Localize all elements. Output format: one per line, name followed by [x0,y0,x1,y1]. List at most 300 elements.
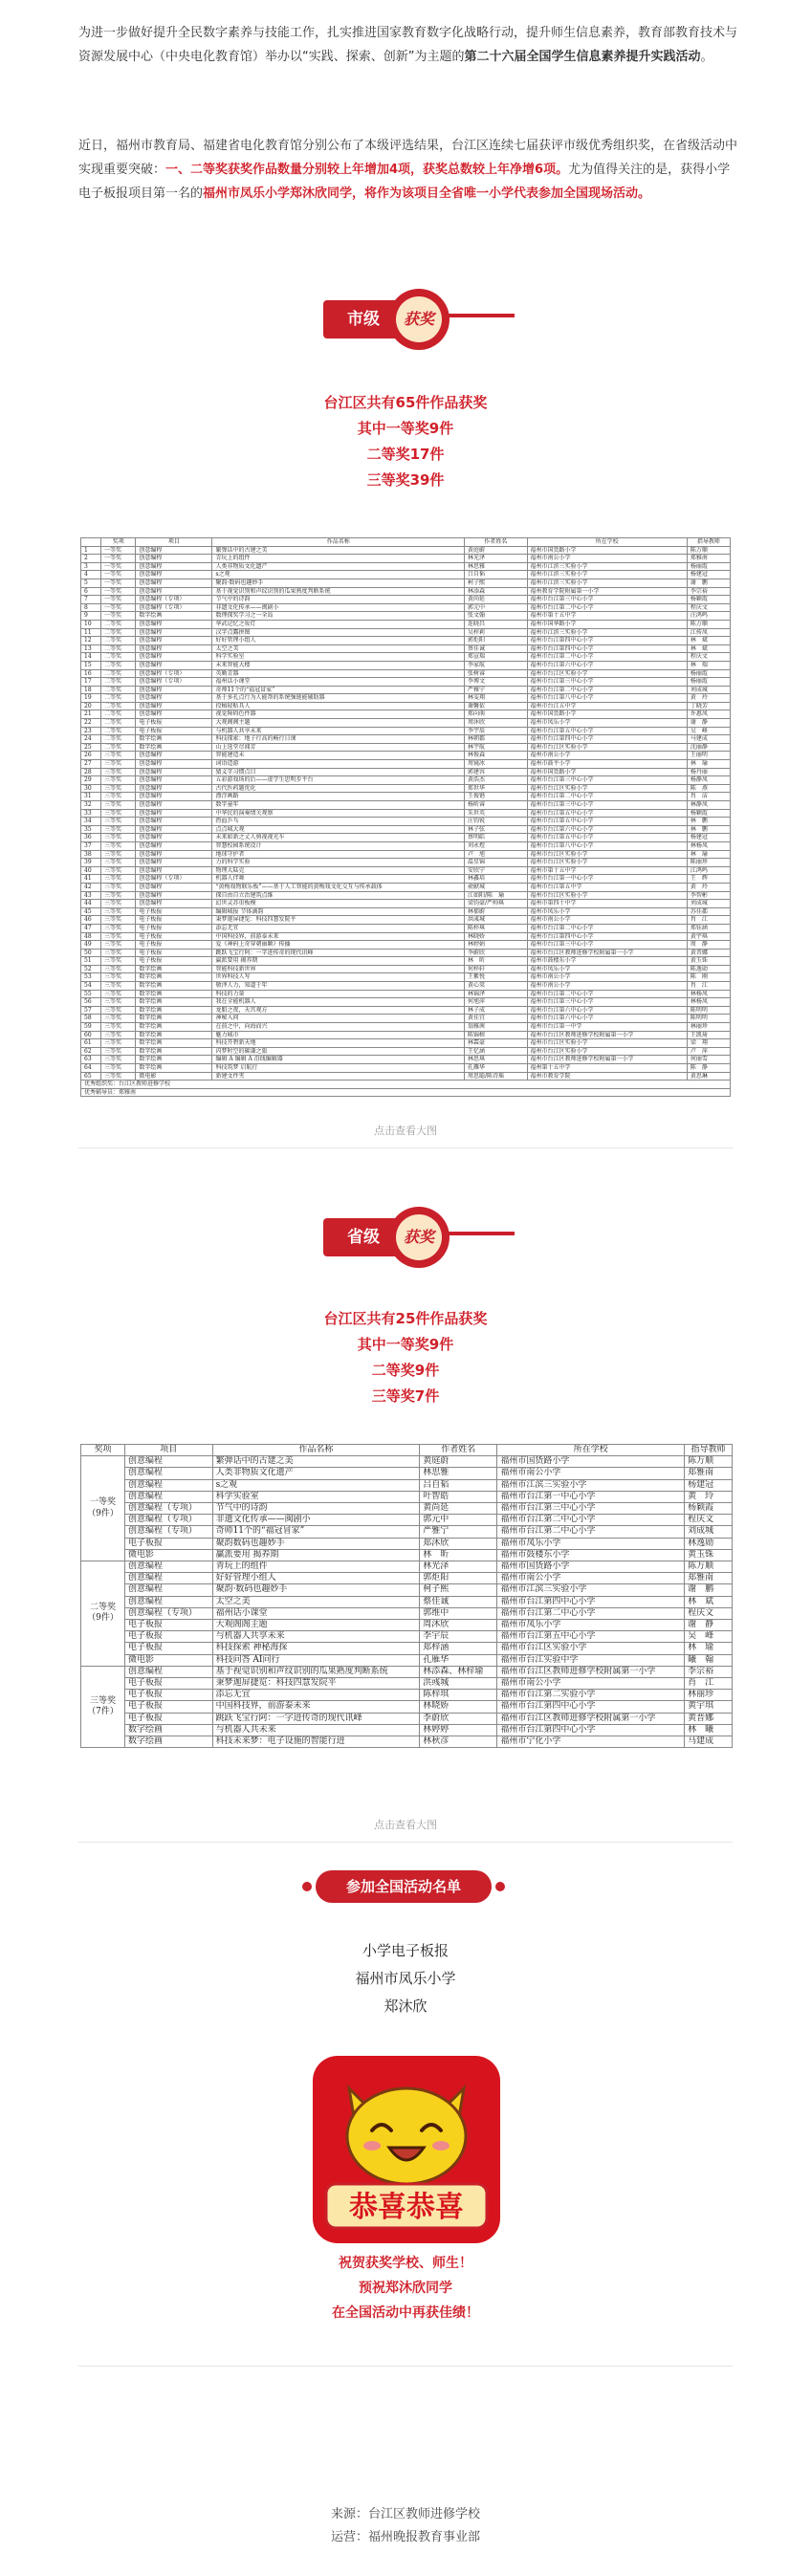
table-cell: 黄思琳 [687,1072,730,1081]
table-cell: 林添森、林梓瑜 [420,1666,497,1677]
table-row [81,628,731,637]
table-cell: 二等奖 [101,678,136,687]
table-cell: 刘成城 [687,686,730,694]
table-cell: 创意编程 [125,1479,213,1491]
row-index: 60 [81,1031,101,1039]
table-cell: 苏佳郡 [687,907,730,916]
table-row [81,555,731,563]
table-cell: 林光泽 [464,555,527,563]
table-cell: 数字绘画 [136,743,212,752]
participant-project: 小学电子板报 [362,1942,449,1959]
table-cell: 周 静 [687,941,730,950]
table-cell: 三等奖 [101,768,136,776]
table-cell: 福州市国货路小学 [497,1456,685,1468]
award-group-text: 三等奖 [90,1695,117,1706]
table-cell: 创意编程（专项） [125,1503,213,1515]
table-cell: 汪鸿鸣 [687,612,730,621]
table-cell: 郭维中 [420,1607,497,1619]
table-header-row [81,538,731,547]
table-cell: 福州市凤乐小学 [497,1538,685,1549]
table-cell: 秉梦迦屏捷览：科技四慧发院平 [212,1678,420,1690]
table-cell: 陈 刚 [687,973,730,982]
intro-paragraph-1 [78,21,738,69]
table-cell: 福州市台江区实验小学 [527,1047,687,1056]
table-row [81,1491,733,1502]
highlight-increase: 一、二等奖获奖作品数量分别较上年增加4项，获奖总数较上年净增6项。 [165,163,569,177]
table-cell: 陈梓琪 [420,1690,497,1701]
table-cell: 数字绘画 [136,998,212,1007]
table-row [81,965,731,973]
table-cell: 中国科技界，前游泰未来 [212,932,465,941]
table-row [81,710,731,719]
award-group-text: 二等奖 [90,1603,117,1613]
table-cell: 柯子熙 [420,1584,497,1596]
table-cell: 二等奖 [101,743,136,752]
table-cell: 林 瑜 [687,850,730,859]
table-cell: 刘永煜 [464,841,527,850]
table-row [81,1596,733,1607]
table-cell: 创意编程（专项） [136,875,212,884]
table-cell: 福州市国货路小学 [527,546,687,555]
table-cell: 数字绘画 [136,1006,212,1015]
table-cell: 刘成城 [685,1526,733,1538]
table-cell: 二等奖 [101,669,136,678]
table-cell: 王忆涵 [464,1047,527,1056]
table-cell: 太空之美 [212,1596,420,1607]
table-cell: 何丽雪 [687,1056,730,1064]
row-index: 36 [81,834,101,842]
table-cell: 福州市凤乐小学 [497,1620,685,1631]
row-index: 53 [81,973,101,982]
table-cell: 福州市台江第五中心小学 [527,834,687,842]
table-cell: 二等奖 [101,694,136,703]
table-cell: 杨颖霞 [685,1503,733,1515]
table-cell: 福州市台江第三中心小学 [497,1503,685,1515]
table-cell: 奇师11个的“福冠冒家” [212,1526,420,1538]
footer [0,2503,811,2549]
table-row [81,916,731,925]
table-cell: 陈明明 [687,1006,730,1015]
row-index: 6 [81,587,101,596]
table-row [81,1549,733,1561]
table-cell: 敬泽人力，知道于年 [212,982,465,991]
row-index: 61 [81,1039,101,1048]
national-list-banner [302,1865,505,1910]
table-row [81,957,731,966]
table-cell: 一等奖 [101,562,136,571]
table-cell: 肖 江 [687,982,730,991]
table-cell: 李家航 [464,661,527,669]
award-group-label [81,1456,125,1561]
table-row [81,875,731,884]
table-cell: 智能建造未 [212,752,465,760]
table-cell: 李宇辰 [464,727,527,735]
table-cell: 二等奖 [101,637,136,645]
table-cell: 林思雅 [464,562,527,571]
table-cell: 福州市南公小学 [527,982,687,991]
row-index: 38 [81,850,101,859]
table-cell: 许惠凤 [687,710,730,719]
table-cell: 三等奖 [101,1064,136,1073]
table-cell: 福州市台江区实验小学 [527,784,687,793]
table-cell: 林 瑜 [685,1643,733,1654]
table-cell: 电子板报 [136,907,212,916]
table-row [81,768,731,776]
table-cell: 魅力城市 [212,1031,465,1039]
table-cell: 电子板报 [125,1701,213,1713]
table-cell: 陈锦榕 [464,1031,527,1039]
table-row [81,546,731,555]
table-cell: 投稿轻贴具人 [212,702,465,710]
table-cell: 福州市台江第三中心小学 [527,941,687,950]
city-view-larger-link[interactable]: 点击查看大图 [374,1124,437,1137]
table-row [81,866,731,875]
table-cell: 江如阳/陈 瑜 [464,891,527,900]
table-cell: 创意编程 [125,1491,213,1502]
table-cell: 科学实验室 [212,653,465,662]
national-participant [0,1937,811,2020]
table-row [81,1654,733,1666]
table-cell: 福州市台江五中学 [527,702,687,710]
table-cell: 三等奖 [101,957,136,966]
national-list-label: 参加全国活动名单 [316,1870,492,1903]
table-cell: 添忘无宜 [212,924,465,932]
table-cell: 未来如新之丈人剪视视光车 [212,834,465,842]
table-cell: 福州市台江第五中学 [527,883,687,891]
table-cell: 创意编程 [136,653,212,662]
table-cell: 郑向萌 [464,710,527,719]
table-cell: 洪彧城 [420,1678,497,1690]
table-cell: 汪钧锐 [464,818,527,826]
table-cell: 福州市台江第六中心小学 [527,661,687,669]
table-cell: 郭元中 [464,603,527,612]
table-cell: 三等奖 [101,924,136,932]
table-cell: 福州市台江第四中心小学 [497,1596,685,1607]
table-cell: 数字绘画 [136,1023,212,1032]
city-level-banner [323,289,515,348]
table-cell: 林 曦 [685,1724,733,1736]
table-cell: 创意编程 [136,752,212,760]
table-cell: 林子弦 [464,825,527,834]
table-cell: 王紫悦 [464,973,527,982]
pill-dot [495,1882,505,1891]
award-group-label [81,1561,125,1667]
table-row [81,1031,731,1039]
table-cell: 福州市台江区教师进修学校附属第一小学 [527,1031,687,1039]
table-cell: 三等奖 [101,841,136,850]
table-cell: 黄庭蔚 [464,546,527,555]
table-cell: 数字绘画 [136,1039,212,1048]
table-cell: 杨丽霞 [687,669,730,678]
table-cell: 张文翰 [464,612,527,621]
table-cell: 郑梓涵 [420,1643,497,1654]
table-cell: 繁弹话中的古建之美 [212,1456,420,1468]
table-cell: 节气中的诗韵 [212,596,465,604]
table-row [81,1607,733,1619]
table-cell: 陈 燕 [687,784,730,793]
table-cell: 李宇辰 [420,1631,497,1643]
table-cell: 沈丽静 [687,743,730,752]
province-view-larger-link[interactable]: 点击查看大图 [374,1819,437,1831]
table-cell: 福州市南公小学 [497,1678,685,1690]
table-cell: 刘成城 [687,900,730,908]
table-cell: 爱《神码上奇穿朝丽颖》传播 [212,941,465,950]
table-cell: 黄 玲 [685,1491,733,1502]
table-cell: 林 斌 [685,1596,733,1607]
table-cell: 三等奖 [101,1006,136,1015]
table-cell: 福州市南公小学 [527,973,687,982]
table-row [81,579,731,587]
table-cell: 卢 萍 [687,1047,730,1056]
table-cell: 电子板报 [125,1643,213,1654]
table-cell: 林杨凤 [687,841,730,850]
table-cell: 福州市台江第二中心小学 [527,603,687,612]
table-cell: 福州市台江实验中学 [497,1654,685,1666]
row-index: 64 [81,1064,101,1073]
org-award-value: 台江区教师进修学校 [119,1081,171,1088]
table-cell: 点点城大观 [212,825,465,834]
table-cell: 江鸿鸣 [687,866,730,875]
table-cell: 马建成 [685,1736,733,1748]
table-cell: 好好管理小组人 [212,637,465,645]
row-index: 24 [81,735,101,744]
table-cell: 赢派要用 揭养期 [212,1549,420,1561]
table-cell: 创意编程 [136,694,212,703]
table-cell: 福州市台江第二中心小学 [527,686,687,694]
award-group-text: （9件） [87,1508,119,1518]
row-index: 2 [81,555,101,563]
summary-line: 台江区共有65件作品获奖 [323,394,488,411]
row-index: 52 [81,965,101,973]
table-cell: 太空之美 [212,644,465,653]
table-cell: 林婷娟 [464,941,527,950]
table-row [81,694,731,703]
city-award-table[interactable] [80,537,731,1097]
table-cell: 黄 玲 [687,883,730,891]
row-index: 12 [81,637,101,645]
table-cell: 黄宇琪 [687,932,730,941]
table-cell: 林思琪 [464,1056,527,1064]
table-cell: 创意编程 [136,562,212,571]
table-cell: 创意编程 [136,801,212,810]
intro-text: 近日，福州市教育局、福建省电化教育馆分别公布了本级评选结果，台江区连续七届获评市级优秀组织奖，在省级活动中实现重要突破： [78,139,738,177]
table-row [81,883,731,891]
table-cell: 幻世灵苏重板模 [212,900,465,908]
table-row [81,596,731,604]
table-row [81,809,731,818]
row-index: 26 [81,752,101,760]
table-cell: 马建成 [687,735,730,744]
table-cell: 创意编程 [136,891,212,900]
row-index: 57 [81,1006,101,1015]
award-group-label [81,1666,125,1747]
table-row [81,784,731,793]
table-cell: 微电影 [125,1654,213,1666]
table-cell: 三等奖 [101,900,136,908]
row-index: 55 [81,990,101,998]
table-row [81,801,731,810]
table-cell: 福州市第十五中学 [527,612,687,621]
summary-line: 二等奖9件 [371,1362,440,1379]
row-index: 18 [81,686,101,694]
table-row [81,1690,733,1701]
table-cell: 跳跃飞宝行阿：一字进传奇的现代讯峰 [212,949,465,957]
col-header: 作者姓名 [464,538,527,547]
table-cell: 跳跃飞宝行阿：一字进传奇的现代讯峰 [212,1713,420,1724]
row-index: 22 [81,719,101,728]
table-cell: 福州市凤乐小学 [527,907,687,916]
table-cell: 福州市台江第六中心小学 [527,1006,687,1015]
org-award [81,1081,731,1089]
table-cell: 周思聪/陈诗瑶 [464,1072,527,1081]
table-cell: 电子板报 [136,727,212,735]
table-cell: 创意编程 [136,834,212,842]
table-cell: 三等奖 [101,998,136,1007]
row-index: 27 [81,760,101,769]
table-row [81,587,731,596]
table-cell: 林婷婷 [420,1724,497,1736]
table-cell: 李智彬 [687,891,730,900]
col-header: 所在学校 [497,1445,685,1456]
table-cell: 谢 鹏 [685,1584,733,1596]
table-cell: 科技问答 AI问行 [212,1654,420,1666]
table-row [81,1573,733,1584]
table-cell: 科技探索 神秘海探 [212,1643,420,1654]
table-cell: 数字绘画 [136,982,212,991]
table-cell: 新建文件夹 [212,1072,465,1081]
table-cell: 视觉障碍色件器 [212,710,465,719]
table-row [81,834,731,842]
table-cell: 创意编程 [136,637,212,645]
table-cell: 电子板报 [125,1631,213,1643]
table-cell: 福州市凤乐小学 [527,965,687,973]
row-index: 4 [81,571,101,579]
table-row [81,678,731,687]
row-index: 41 [81,875,101,884]
row-index: 33 [81,809,101,818]
table-cell: 福州市台江第一中学 [527,1023,687,1032]
table-cell: 创意编程（专项） [125,1607,213,1619]
table-cell: 三等奖 [101,965,136,973]
table-cell: 世界科技人写 [212,973,465,982]
table-cell: 黄玉铢 [687,957,730,966]
summary-line: 三等奖7件 [371,1387,440,1405]
table-row [81,1039,731,1048]
table-cell: 创意编程 [136,859,212,867]
table-row [81,1713,733,1724]
table-cell: 福州市台江第六中心小学 [527,1015,687,1023]
table-cell: 张树睿 [464,669,527,678]
table-cell: 福州市台江第四中心小学 [527,735,687,744]
province-summary [0,1306,811,1409]
row-index: 25 [81,743,101,752]
table-cell: 林锦泽 [464,990,527,998]
table-row [81,760,731,769]
table-cell: 福州市台江区实验小学 [527,1039,687,1048]
table-row [81,571,731,579]
table-cell: 陈万顺 [687,620,730,628]
table-cell: 三等奖 [101,809,136,818]
table-cell: 福州市鼓楼东小学 [497,1549,685,1561]
source-label: 来源： [330,2507,368,2521]
table-cell: 科技的力量 [212,990,465,998]
table-cell: 数字绘画 [136,1056,212,1064]
banner-level-label: 省级 [323,1218,404,1256]
table-cell: 地球守护者 [212,850,465,859]
row-index: 21 [81,710,101,719]
tutor-award [81,1088,731,1097]
row-index: 1 [81,546,101,555]
table-cell: 肖 洁 [687,793,730,801]
table-row [81,735,731,744]
table-cell: 创意编程 [136,579,212,587]
table-row [81,1736,733,1748]
table-cell: 孔雁华 [420,1654,497,1666]
table-cell: 科技未来梦：电子设施的智能行进 [212,1736,420,1748]
table-cell: 林鑫培 [464,875,527,884]
table-cell: 郑雅南 [685,1573,733,1584]
city-summary [0,390,811,493]
table-row [81,982,731,991]
row-index: 47 [81,924,101,932]
table-cell: 肖 江 [685,1678,733,1690]
table-cell: 蔡佳诚 [420,1596,497,1607]
table-cell: 福州市台江第二中心小学 [527,924,687,932]
table-row [81,932,731,941]
table-cell: 三等奖 [101,793,136,801]
table-cell: 林晓娇 [464,932,527,941]
table-cell: 三等奖 [101,941,136,950]
table-cell: “黄梅戏物联乐板”——基于人工智能的黄梅戏文化交互与传承载体 [212,883,465,891]
table-row [81,793,731,801]
table-cell: 创意编程 [136,710,212,719]
divider [78,2366,733,2367]
table-cell: 福州第十五中学 [527,1064,687,1073]
table-cell: 一等奖 [101,579,136,587]
table-cell: 三等奖 [101,760,136,769]
table-row [81,1023,731,1032]
table-cell: 编辑城报 节体滴韵 [212,907,465,916]
row-index: 23 [81,727,101,735]
table-row [81,818,731,826]
table-cell: 周沐欣 [420,1620,497,1631]
table-cell: 一等奖 [101,596,136,604]
table-cell: 林晓娇 [420,1701,497,1713]
table-cell: 林杨凤 [687,998,730,1007]
tutor-award-value: 郑雅南 [119,1088,137,1096]
table-cell: 电子板报 [125,1620,213,1631]
table-cell: 孔雁华 [464,1064,527,1073]
table-cell: 创意编程 [125,1596,213,1607]
row-index: 42 [81,883,101,891]
table-cell: 福州市台江第一中心小学 [527,875,687,884]
table-cell: 福州市台江第六中心小学 [527,825,687,834]
table-cell: 三等奖 [101,982,136,991]
table-cell: 数字绘画 [125,1724,213,1736]
table-cell: 福州市第十五中学 [527,866,687,875]
table-cell: 黄宇琪 [685,1701,733,1713]
table-cell: 陈丽珍 [687,859,730,867]
row-index: 19 [81,694,101,703]
table-cell: 二等奖 [101,727,136,735]
table-cell: 创意编程 [136,587,212,596]
province-award-table[interactable] [80,1444,733,1748]
row-index: 37 [81,841,101,850]
table-cell: 创意编程 [136,628,212,637]
table-cell: 黄心棠 [464,982,527,991]
table-cell: 创意编程 [136,900,212,908]
table-cell: 连晓昌 [464,620,527,628]
